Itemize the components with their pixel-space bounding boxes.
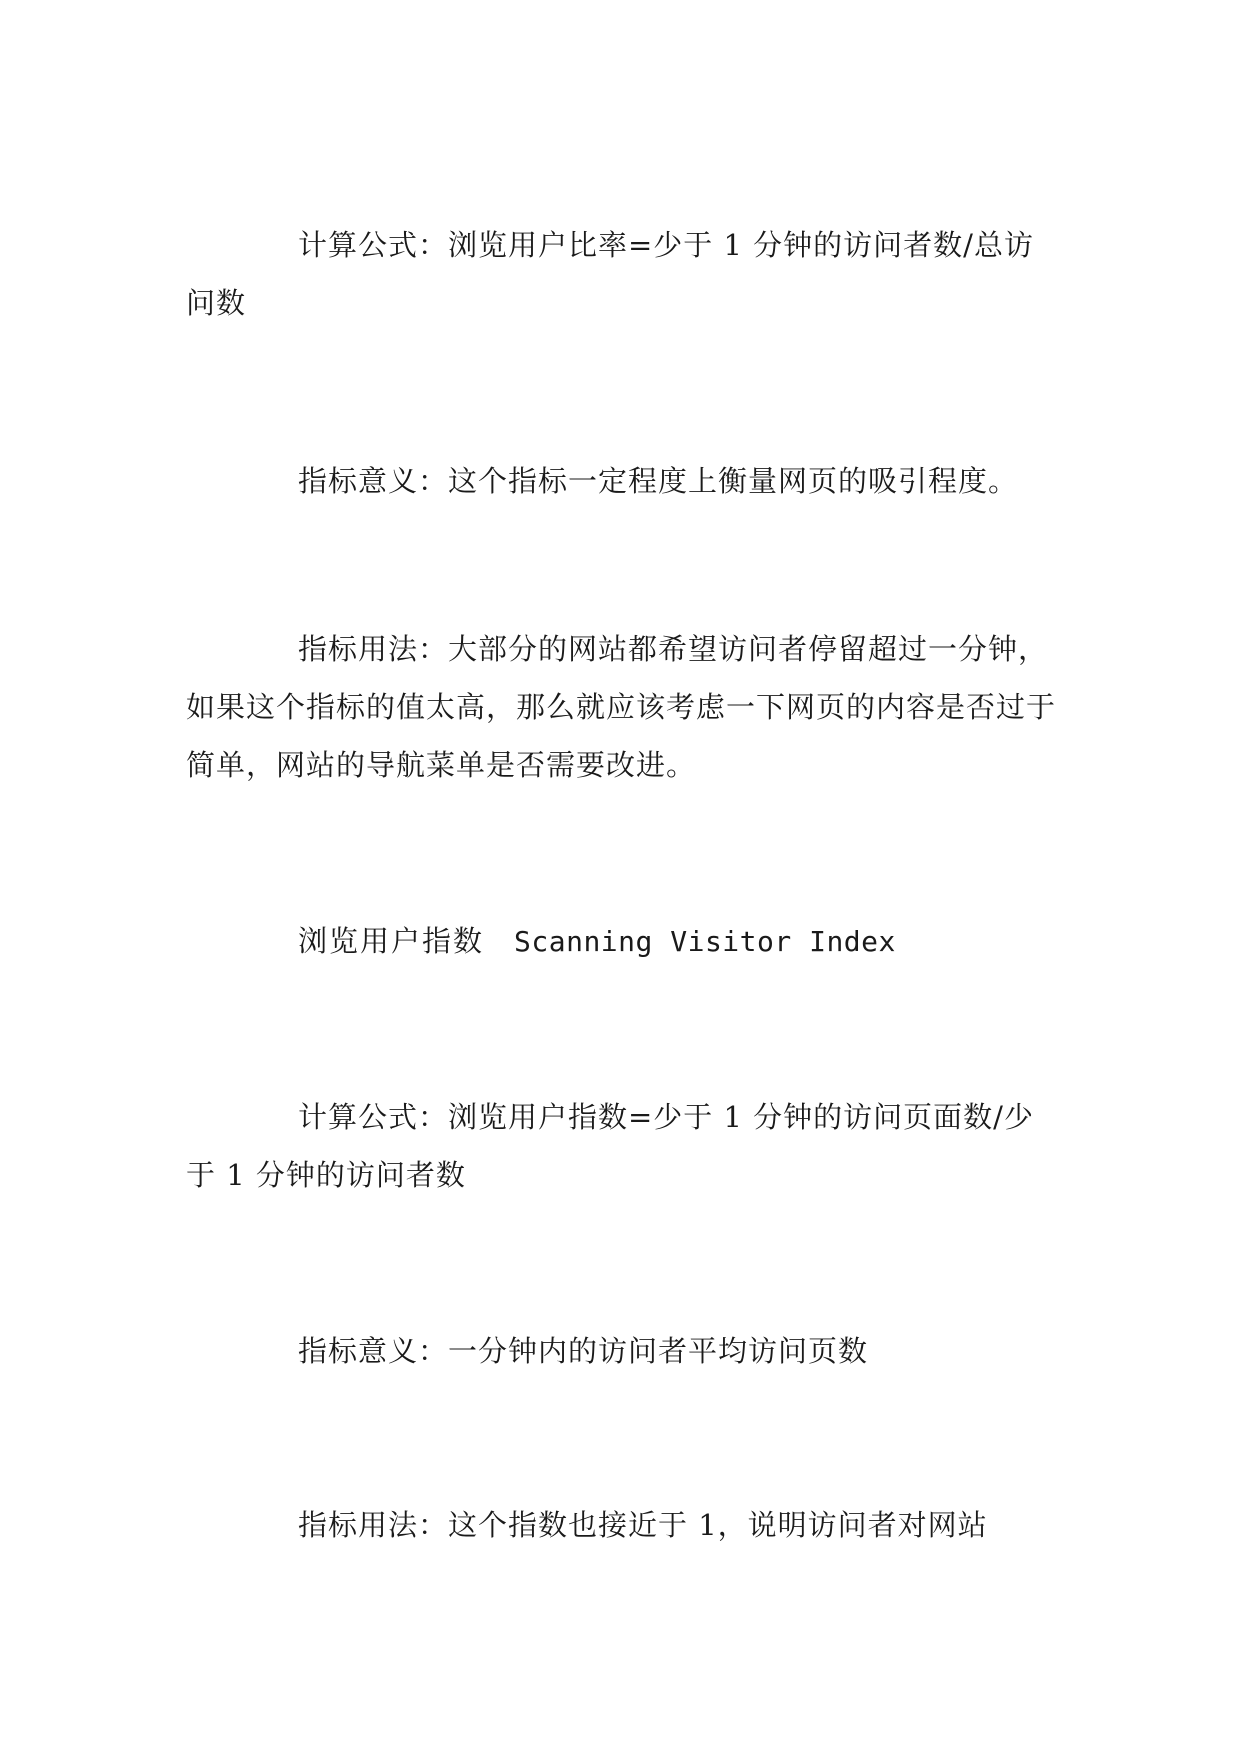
meaning-ratio-paragraph: 指标意义：这个指标一定程度上衡量网页的吸引程度。 xyxy=(298,464,1019,498)
formula-ratio-paragraph: 计算公式：浏览用户比率=少于 1 分钟的访问者数/总访问数 xyxy=(186,228,1034,320)
section-heading-en: Scanning Visitor Index xyxy=(514,925,896,958)
usage-ratio-paragraph: 指标用法：大部分的网站都希望访问者停留超过一分钟，如果这个指标的值太高，那么就应该考虑一下网页的内容是否过于简单，网站的导航菜单是否需要改进。 xyxy=(186,632,1057,782)
section-heading-cn: 浏览用户指数 xyxy=(298,924,485,958)
formula-index-paragraph: 计算公式：浏览用户指数=少于 1 分钟的访问页面数/少于 1 分钟的访问者数 xyxy=(186,1100,1034,1192)
meaning-index-paragraph: 指标意义：一分钟内的访问者平均访问页数 xyxy=(298,1334,869,1368)
section-heading xyxy=(186,912,1056,971)
usage-index-paragraph: 指标用法：这个指数也接近于 1，说明访问者对网站 xyxy=(298,1508,988,1542)
